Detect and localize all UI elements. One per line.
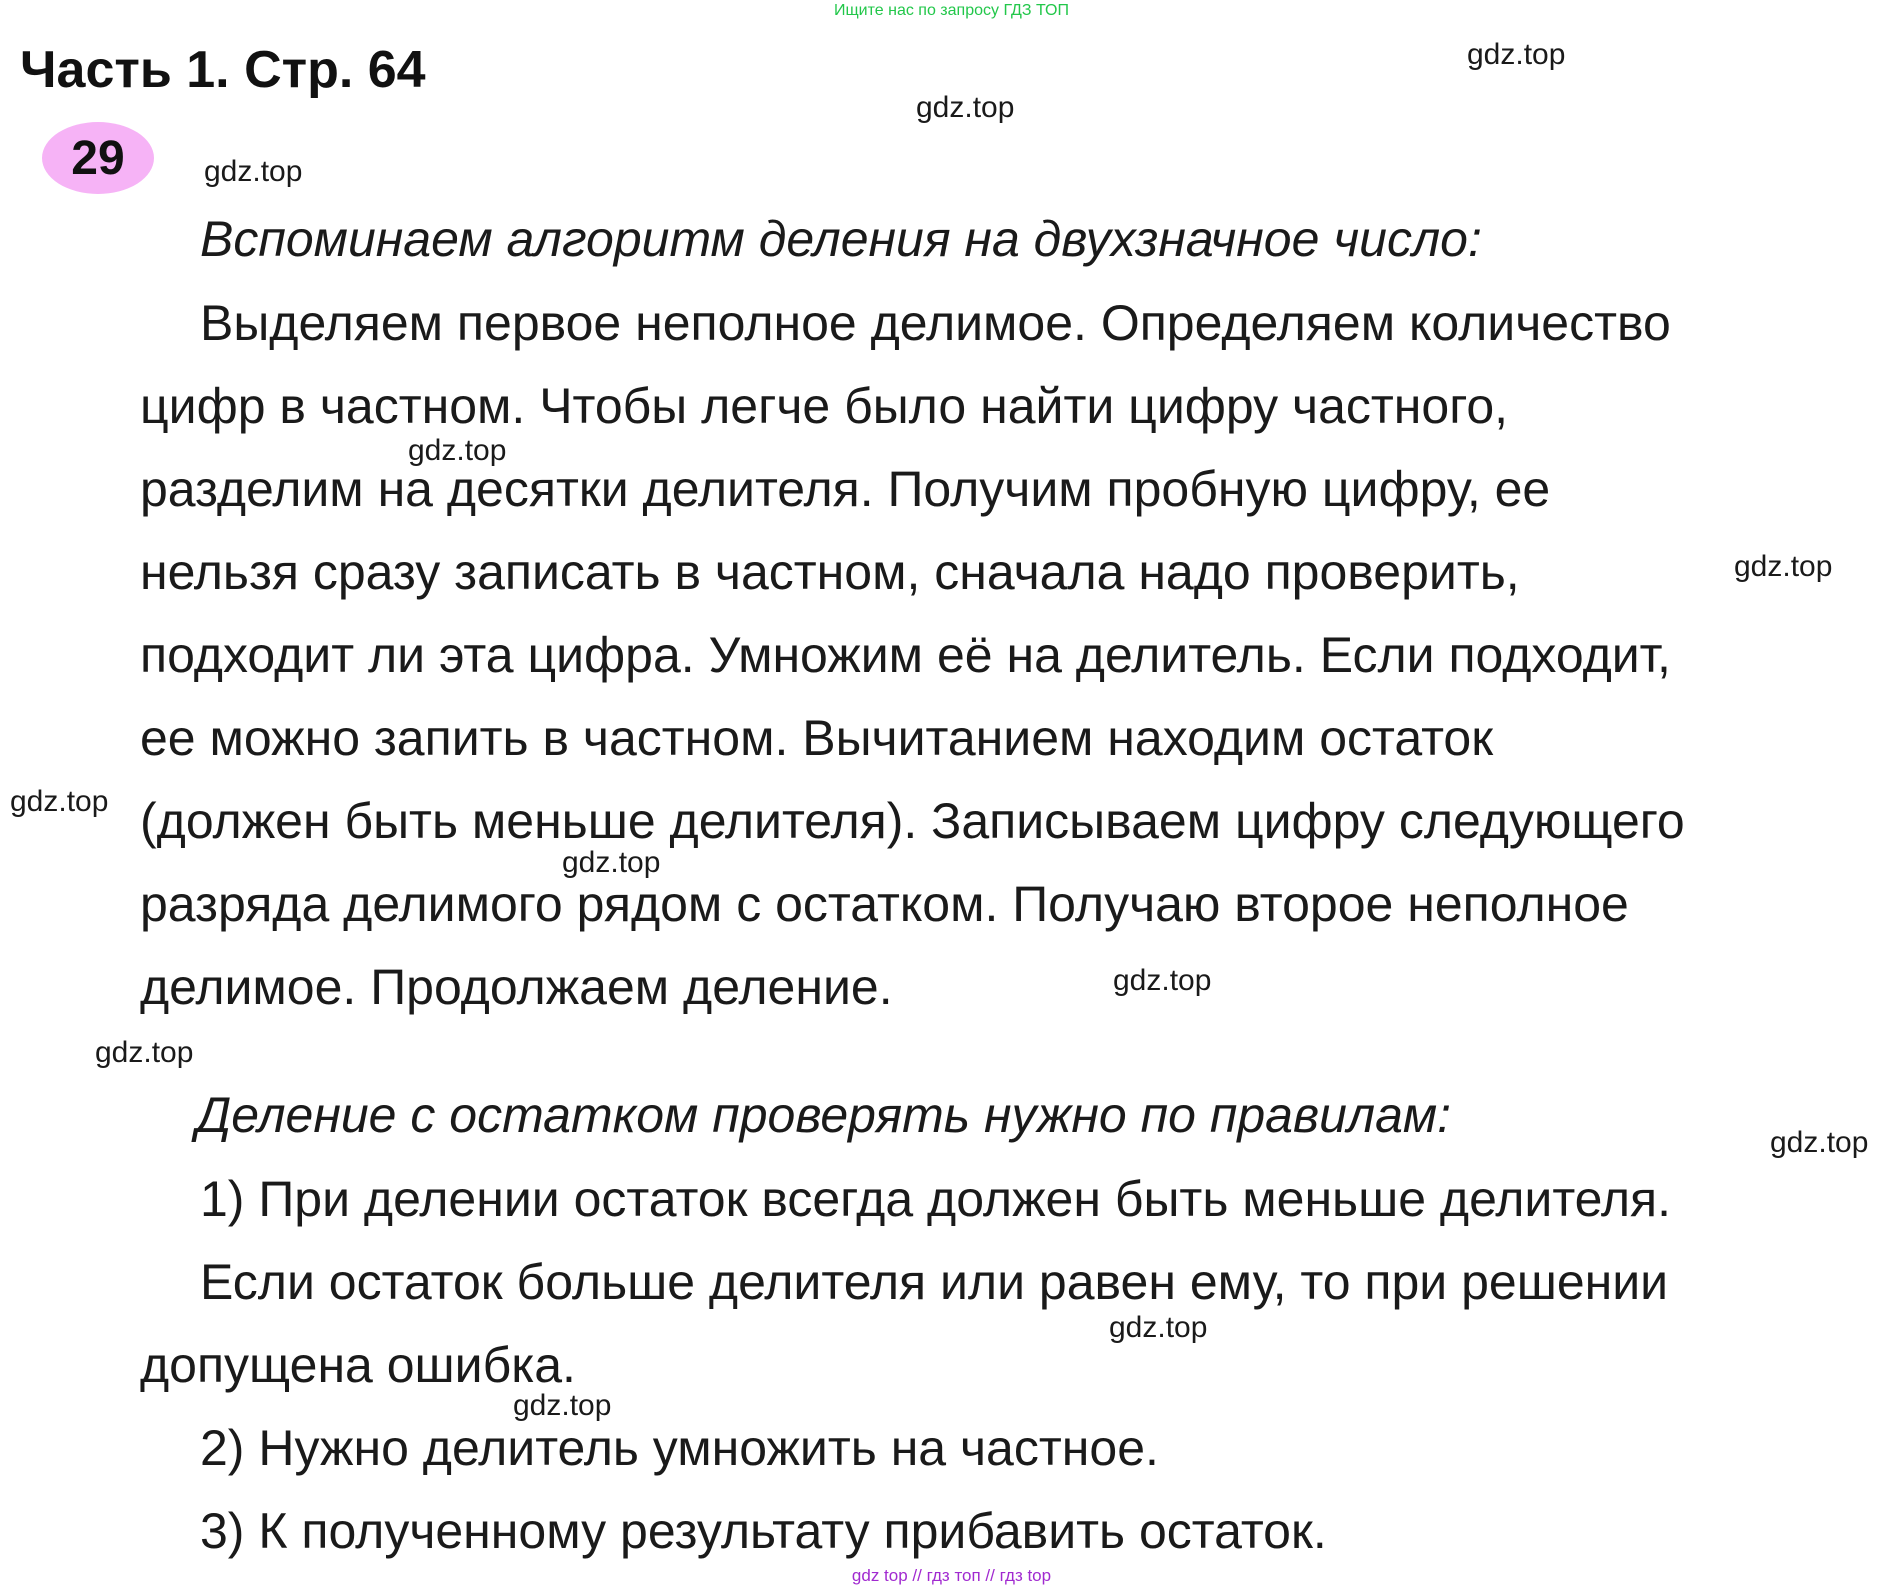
watermark: gdz.top	[95, 1036, 194, 1069]
watermark: gdz.top	[1109, 1311, 1208, 1344]
watermark: gdz.top	[10, 785, 109, 818]
watermark: gdz.top	[562, 846, 661, 879]
footer-watermark: gdz top // гдз топ // гдз top	[851, 1566, 1052, 1585]
watermark: gdz.top	[1467, 38, 1566, 71]
page-heading: Часть 1. Стр. 64	[20, 41, 426, 99]
top-banner: Ищите нас по запросу ГДЗ ТОП	[834, 2, 1069, 19]
section2-line: 1) При делении остаток всегда должен быть меньше делителя.	[200, 1171, 1671, 1227]
section1-line: Выделяем первое неполное делимое. Определяем количество	[200, 295, 1671, 351]
watermark: gdz.top	[408, 434, 507, 467]
section1-line: нельзя сразу записать в частном, сначала надо проверить,	[140, 544, 1520, 600]
section1-line: разделим на десятки делителя. Получим пробную цифру, ее	[140, 461, 1551, 517]
section2-line: 2) Нужно делитель умножить на частное.	[200, 1420, 1159, 1476]
section1-line: (должен быть меньше делителя). Записываем цифру следующего	[140, 793, 1685, 849]
section1-line: ее можно запить в частном. Вычитанием находим остаток	[140, 710, 1494, 766]
section2-line: Если остаток больше делителя или равен ему, то при решении	[200, 1254, 1669, 1310]
task-number: 29	[71, 131, 125, 185]
section2-line: допущена ошибка.	[140, 1337, 576, 1393]
section1-line: разряда делимого рядом с остатком. Получаю второе неполное	[140, 876, 1629, 932]
watermark: gdz.top	[916, 91, 1015, 124]
task-number-badge	[42, 122, 154, 194]
section2-line: 3) К полученному результату прибавить остаток.	[200, 1503, 1327, 1559]
section1-title: Вспоминаем алгоритм деления на двухзначное число:	[200, 211, 1482, 267]
watermark: gdz.top	[513, 1389, 612, 1422]
watermark: gdz.top	[1770, 1126, 1869, 1159]
watermark: gdz.top	[1113, 964, 1212, 997]
watermark: gdz.top	[1734, 550, 1833, 583]
watermark: gdz.top	[204, 155, 303, 188]
section1-line: подходит ли эта цифра. Умножим её на делитель. Если подходит,	[140, 627, 1671, 683]
section1-line: делимое. Продолжаем деление.	[140, 959, 893, 1015]
section1-line: цифр в частном. Чтобы легче было найти цифру частного,	[140, 378, 1509, 434]
section2-title: Деление с остатком проверять нужно по правилам:	[196, 1087, 1452, 1143]
